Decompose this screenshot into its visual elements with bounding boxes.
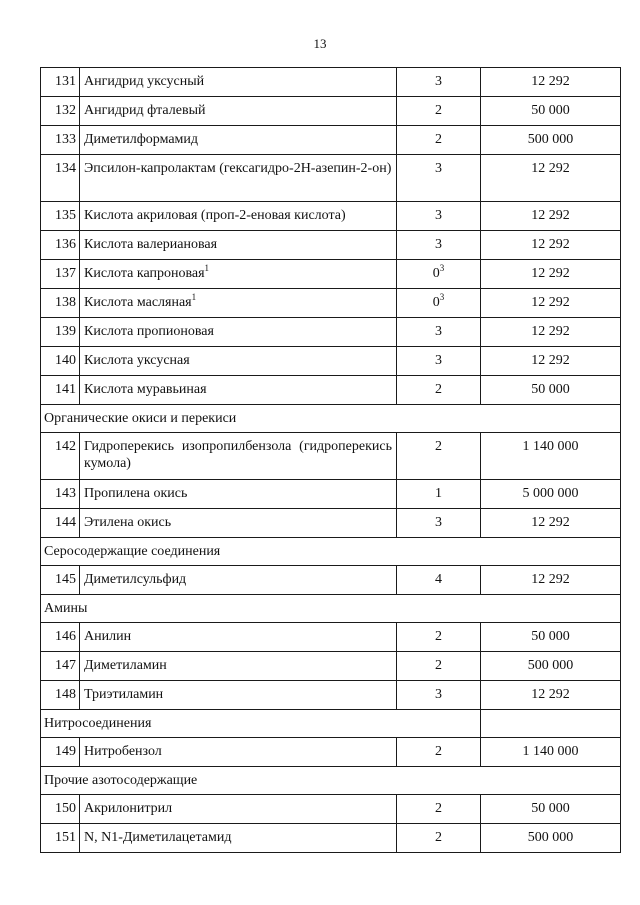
row-number: 134: [41, 155, 80, 202]
substance-name-cell: [80, 68, 397, 97]
substance-name-cell: [80, 318, 397, 347]
row-number: 144: [41, 509, 80, 538]
section-row: [41, 595, 621, 623]
threshold-value: 12 292: [481, 566, 621, 595]
footnote-marker: 1: [191, 292, 197, 302]
section-row: [41, 405, 621, 433]
row-number: 149: [41, 738, 80, 767]
hazard-class-cell: [397, 652, 481, 681]
hazard-class-cell: [397, 480, 481, 509]
footnote-marker: 1: [204, 263, 210, 273]
substance-name: Эпсилон-капролактам (гексагидро-2Н-азепин-2-он): [84, 161, 392, 176]
hazard-class-cell: [397, 738, 481, 767]
row-number: 150: [41, 795, 80, 824]
substance-name: Триэтиламин: [84, 687, 164, 702]
substance-name-cell: [80, 347, 397, 376]
row-number: 133: [41, 126, 80, 155]
hazard-class: 3: [435, 208, 442, 223]
hazard-class-cell: [397, 231, 481, 260]
table-row: [41, 68, 621, 97]
threshold-value: 12 292: [481, 202, 621, 231]
substance-name-cell: [80, 260, 397, 289]
section-title: Амины: [41, 595, 621, 623]
footnote-marker: 3: [439, 292, 445, 302]
table-row: [41, 623, 621, 652]
threshold-value: 12 292: [481, 231, 621, 260]
table-row: [41, 824, 621, 853]
substance-name: Диметиламин: [84, 658, 167, 673]
row-number: 131: [41, 68, 80, 97]
section-row: [41, 538, 621, 566]
table-row: [41, 202, 621, 231]
hazard-class-cell: [397, 566, 481, 595]
hazard-class-cell: [397, 68, 481, 97]
table-row: [41, 566, 621, 595]
hazard-class-cell: [397, 376, 481, 405]
hazard-class-cell: [397, 795, 481, 824]
hazard-class: 3: [435, 237, 442, 252]
threshold-value: 500 000: [481, 652, 621, 681]
hazard-class: 0: [432, 266, 440, 281]
table-row: [41, 289, 621, 318]
substance-name-cell: [80, 509, 397, 538]
threshold-value: 1 140 000: [481, 738, 621, 767]
hazard-class: 2: [435, 658, 442, 673]
substance-name-cell: [80, 202, 397, 231]
hazard-class: 0: [432, 295, 440, 310]
table-row: [41, 738, 621, 767]
hazard-class: 3: [435, 161, 442, 176]
table-row: [41, 480, 621, 509]
substance-name: Кислота акриловая (проп-2-еновая кислота): [84, 208, 346, 223]
footnote-marker: 3: [439, 263, 445, 273]
hazard-class-cell: [397, 97, 481, 126]
section-title: Органические окиси и перекиси: [41, 405, 621, 433]
threshold-value: 50 000: [481, 623, 621, 652]
substance-name: Анилин: [84, 629, 132, 644]
row-number: 135: [41, 202, 80, 231]
threshold-value: 12 292: [481, 681, 621, 710]
substance-name-cell: [80, 652, 397, 681]
substance-name: N, N1-Диметилацетамид: [84, 830, 232, 845]
threshold-value: 50 000: [481, 795, 621, 824]
hazard-class: 3: [435, 353, 442, 368]
page-number: 13: [313, 36, 327, 51]
table-row: [41, 376, 621, 405]
row-number: 145: [41, 566, 80, 595]
row-number: 140: [41, 347, 80, 376]
hazard-class-cell: [397, 509, 481, 538]
row-number: 143: [41, 480, 80, 509]
hazard-class-cell: [397, 155, 481, 202]
hazard-class: 3: [435, 515, 442, 530]
threshold-value: 12 292: [481, 68, 621, 97]
hazard-class-cell: [397, 126, 481, 155]
threshold-value: 50 000: [481, 376, 621, 405]
substance-name-cell: [80, 480, 397, 509]
hazard-class-cell: [397, 289, 481, 318]
hazard-class-cell: [397, 202, 481, 231]
threshold-value: 12 292: [481, 347, 621, 376]
row-number: 142: [41, 433, 80, 480]
table-row: [41, 155, 621, 202]
row-number: 137: [41, 260, 80, 289]
substance-name: Кислота уксусная: [84, 353, 190, 368]
threshold-value: 12 292: [481, 155, 621, 202]
threshold-value: 1 140 000: [481, 433, 621, 480]
row-number: 136: [41, 231, 80, 260]
row-number: 132: [41, 97, 80, 126]
table-body: [41, 68, 621, 853]
substance-name: Кислота муравьиная: [84, 382, 207, 397]
substance-name: Кислота капроновая: [84, 266, 205, 281]
substance-name: Гидроперекись изопропилбензола (гидроперекись кумола): [84, 439, 392, 471]
row-number: 138: [41, 289, 80, 318]
row-number: 148: [41, 681, 80, 710]
hazard-class: 2: [435, 629, 442, 644]
row-number: 147: [41, 652, 80, 681]
row-number: 139: [41, 318, 80, 347]
threshold-value: 12 292: [481, 318, 621, 347]
hazard-class: 2: [435, 801, 442, 816]
section-title: Прочие азотосодержащие: [41, 767, 621, 795]
hazard-class: 3: [435, 324, 442, 339]
row-number: 146: [41, 623, 80, 652]
table-row: [41, 126, 621, 155]
hazard-class: 2: [435, 830, 442, 845]
hazard-class-cell: [397, 318, 481, 347]
hazard-class: 2: [435, 103, 442, 118]
empty-cell: [481, 710, 621, 738]
hazard-class-cell: [397, 681, 481, 710]
table-row: [41, 681, 621, 710]
hazard-class-cell: [397, 623, 481, 652]
table-row: [41, 318, 621, 347]
substance-name: Кислота валериановая: [84, 237, 218, 252]
threshold-value: 12 292: [481, 509, 621, 538]
table-row: [41, 347, 621, 376]
hazard-class: 3: [435, 74, 442, 89]
hazard-class-cell: [397, 260, 481, 289]
section-row: [41, 767, 621, 795]
substance-name-cell: [80, 681, 397, 710]
substance-name-cell: [80, 623, 397, 652]
substance-name-cell: [80, 97, 397, 126]
substance-name: Диметилсульфид: [84, 572, 187, 587]
table-row: [41, 509, 621, 538]
threshold-value: 12 292: [481, 289, 621, 318]
substance-name-cell: [80, 795, 397, 824]
section-row: [41, 710, 621, 738]
substance-name-cell: [80, 155, 397, 202]
section-title: Серосодержащие соединения: [41, 538, 621, 566]
threshold-value: 500 000: [481, 824, 621, 853]
substance-name: Ангидрид уксусный: [84, 74, 205, 89]
substance-name: Диметилформамид: [84, 132, 199, 147]
substance-name: Нитробензол: [84, 744, 162, 759]
table-row: [41, 231, 621, 260]
substance-name-cell: [80, 231, 397, 260]
substance-name-cell: [80, 376, 397, 405]
table-row: [41, 97, 621, 126]
substance-name-cell: [80, 824, 397, 853]
threshold-value: 500 000: [481, 126, 621, 155]
substance-name: Акрилонитрил: [84, 801, 173, 816]
section-title: Нитросоединения: [41, 710, 481, 738]
hazard-class-cell: [397, 824, 481, 853]
hazard-class: 3: [435, 687, 442, 702]
hazard-class: 2: [435, 132, 442, 147]
threshold-value: 5 000 000: [481, 480, 621, 509]
hazard-class: 4: [435, 572, 442, 587]
hazard-class: 2: [435, 439, 442, 454]
substance-name: Пропилена окись: [84, 486, 188, 501]
substance-name-cell: [80, 126, 397, 155]
row-number: 141: [41, 376, 80, 405]
substance-name: Этилена окись: [84, 515, 172, 530]
substance-table: [40, 67, 621, 853]
threshold-value: 12 292: [481, 260, 621, 289]
table-row: [41, 795, 621, 824]
table-row: [41, 433, 621, 480]
substance-name: Кислота масляная: [84, 295, 192, 310]
hazard-class: 2: [435, 744, 442, 759]
hazard-class: 1: [435, 486, 442, 501]
row-number: 151: [41, 824, 80, 853]
substance-name-cell: [80, 738, 397, 767]
substance-name-cell: [80, 433, 397, 480]
table-row: [41, 652, 621, 681]
substance-name: Кислота пропионовая: [84, 324, 214, 339]
substance-name-cell: [80, 566, 397, 595]
hazard-class: 2: [435, 382, 442, 397]
table-row: [41, 260, 621, 289]
substance-name-cell: [80, 289, 397, 318]
hazard-class-cell: [397, 433, 481, 480]
hazard-class-cell: [397, 347, 481, 376]
threshold-value: 50 000: [481, 97, 621, 126]
substance-name: Ангидрид фталевый: [84, 103, 206, 118]
